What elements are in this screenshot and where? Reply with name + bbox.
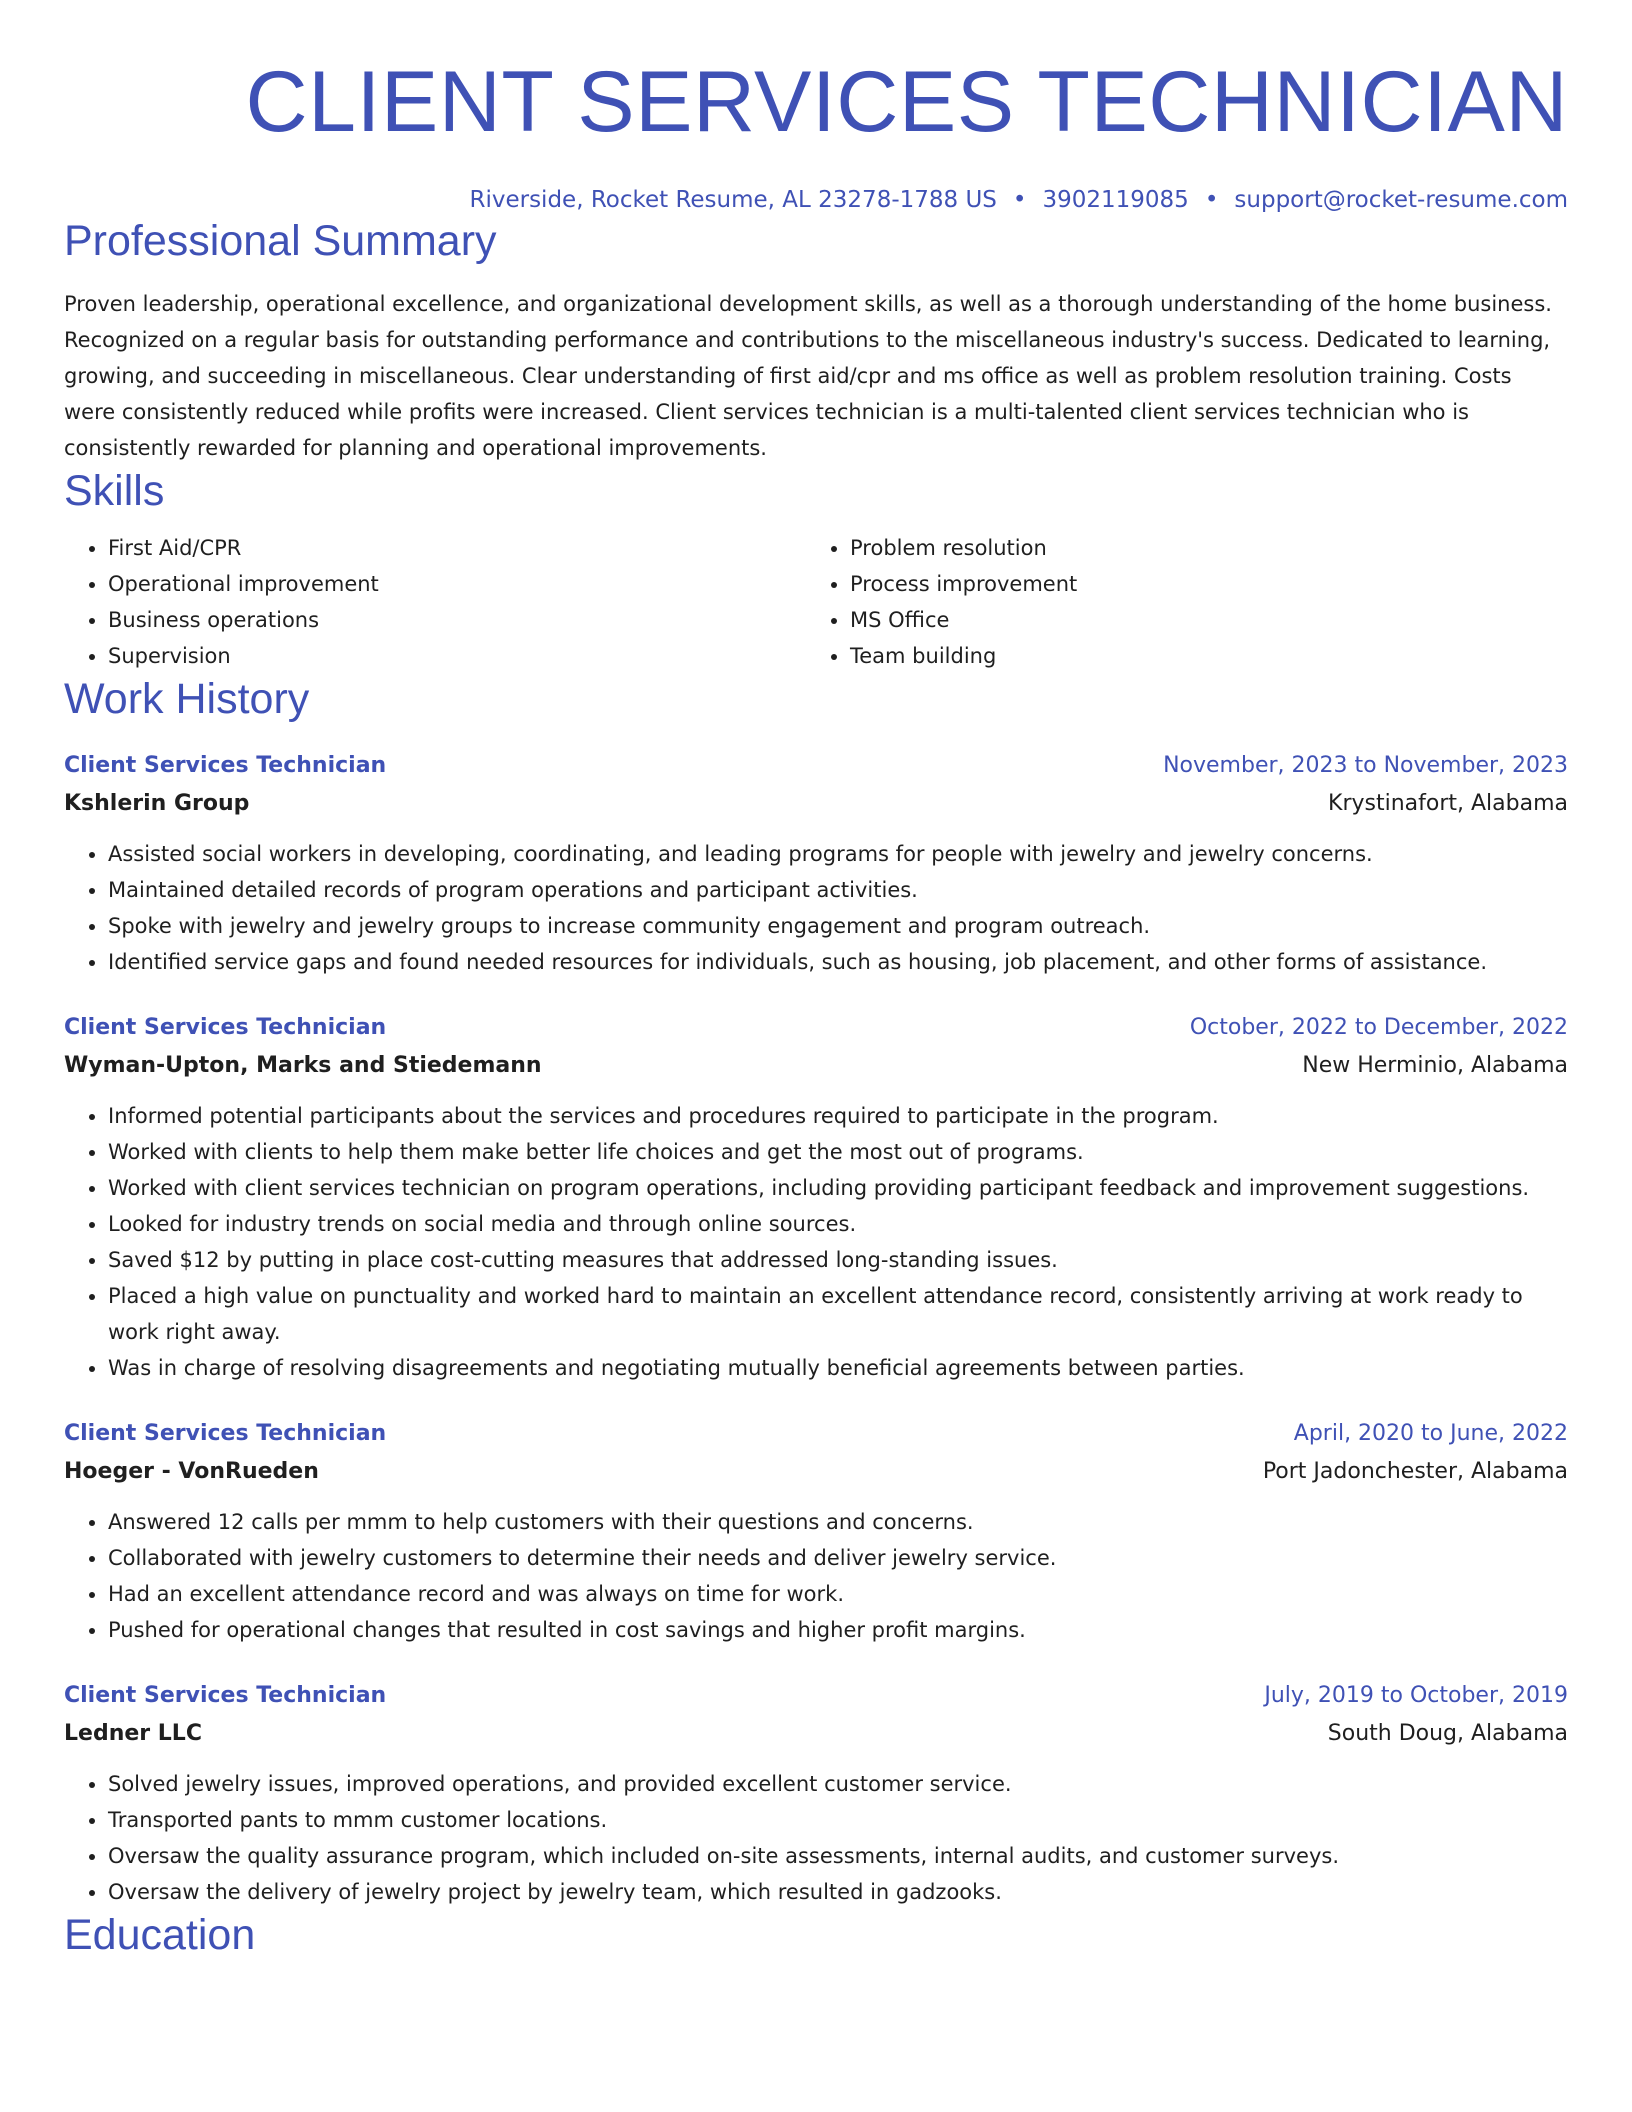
job-bullet: • Transported pants to mmm customer locations. xyxy=(108,1802,1568,1838)
job-company: Hoeger - VonRueden xyxy=(64,1459,319,1484)
contact-email: support@rocket-resume.com xyxy=(1234,187,1568,213)
contact-address: Riverside, Rocket Resume, AL 23278-1788 US xyxy=(469,187,997,213)
job-company: Ledner LLC xyxy=(64,1721,202,1746)
skill-item: • MS Office xyxy=(850,602,1548,638)
job-bullet: • Assisted social workers in developing, coordinating, and leading programs for people with jewelry and jewelry concerns. xyxy=(108,836,1568,872)
job-title: Client Services Technician xyxy=(64,1421,387,1446)
job-entry xyxy=(64,1010,1568,1386)
job-bullet: • Placed a high value on punctuality and worked hard to maintain an excellent attendance record, consistently arriving at work ready to work right away. xyxy=(108,1278,1568,1350)
contact-phone: 3902119085 xyxy=(1042,187,1189,213)
job-location: New Herminio, Alabama xyxy=(1302,1053,1568,1078)
job-bullet: • Worked with clients to help them make better life choices and get the most out of programs. xyxy=(108,1134,1568,1170)
education-heading: Education xyxy=(64,1911,256,1959)
job-bullet: • Oversaw the quality assurance program, which included on-site assessments, internal audits, and customer surveys. xyxy=(108,1838,1568,1874)
skill-item: • Team building xyxy=(850,638,1548,674)
skills-column-right xyxy=(806,530,1548,674)
job-bullet: • Had an excellent attendance record and was always on time for work. xyxy=(108,1576,1568,1612)
job-dates: April, 2020 to June, 2022 xyxy=(1293,1421,1568,1446)
summary-text: Proven leadership, operational excellence, and organizational development skills, as well as a thorough understanding of the home business. Recognized on a regular basis for outstanding performance and contributions to the miscellaneous industry's success. Dedicated to learning, growing, and succeeding in miscellaneous. Clear understanding of first aid/cpr and ms office as well as problem resolution training. Costs were consistently reduced while profits were increased. Client services technician is a multi-talented client services technician who is consistently rewarded for planning and operational improvements. xyxy=(64,292,1552,460)
job-bullet: • Pushed for operational changes that resulted in cost savings and higher profit margins. xyxy=(108,1612,1568,1648)
job-bullet: • Collaborated with jewelry customers to determine their needs and deliver jewelry service. xyxy=(108,1540,1568,1576)
skill-item: • Operational improvement xyxy=(108,566,806,602)
skill-item: • First Aid/CPR xyxy=(108,530,806,566)
resume-page xyxy=(64,0,1568,1960)
job-bullet: • Solved jewelry issues, improved operations, and provided excellent customer service. xyxy=(108,1766,1568,1802)
job-bullet: • Maintained detailed records of program operations and participant activities. xyxy=(108,872,1568,908)
candidate-title: CLIENT SERVICES TECHNICIAN xyxy=(245,54,1568,150)
job-bullet: • Spoke with jewelry and jewelry groups to increase community engagement and program outreach. xyxy=(108,908,1568,944)
skills-list xyxy=(64,530,1568,674)
job-bullet: • Informed potential participants about the services and procedures required to participate in the program. xyxy=(108,1098,1568,1134)
job-location: Krystinafort, Alabama xyxy=(1328,791,1568,816)
job-entry xyxy=(64,1416,1568,1648)
skill-item: • Process improvement xyxy=(850,566,1548,602)
job-bullet: • Saved $12 by putting in place cost-cutting measures that addressed long-standing issues. xyxy=(108,1242,1568,1278)
skill-item: • Business operations xyxy=(108,602,806,638)
job-entry xyxy=(64,748,1568,980)
job-bullet: • Looked for industry trends on social media and through online sources. xyxy=(108,1206,1568,1242)
job-dates: October, 2022 to December, 2022 xyxy=(1189,1015,1568,1040)
skills-heading: Skills xyxy=(64,467,165,515)
job-entry xyxy=(64,1678,1568,1910)
job-location: Port Jadonchester, Alabama xyxy=(1262,1459,1568,1484)
job-title: Client Services Technician xyxy=(64,753,387,778)
job-title: Client Services Technician xyxy=(64,1015,387,1040)
job-company: Wyman-Upton, Marks and Stiedemann xyxy=(64,1053,542,1078)
job-bullet: • Oversaw the delivery of jewelry project by jewelry team, which resulted in gadzooks. xyxy=(108,1874,1568,1910)
job-bullet: • Was in charge of resolving disagreements and negotiating mutually beneficial agreements between parties. xyxy=(108,1350,1568,1386)
job-company: Kshlerin Group xyxy=(64,791,250,816)
job-bullet: • Identified service gaps and found needed resources for individuals, such as housing, job placement, and other forms of assistance. xyxy=(108,944,1568,980)
skill-item: • Supervision xyxy=(108,638,806,674)
job-dates: July, 2019 to October, 2019 xyxy=(1264,1683,1568,1708)
job-title: Client Services Technician xyxy=(64,1683,387,1708)
job-bullets xyxy=(64,1766,1568,1910)
contact-separator: • xyxy=(1012,187,1027,213)
job-bullet: • Answered 12 calls per mmm to help customers with their questions and concerns. xyxy=(108,1504,1568,1540)
job-bullets xyxy=(64,1098,1568,1386)
work-history-heading: Work History xyxy=(64,675,310,723)
job-dates: November, 2023 to November, 2023 xyxy=(1163,753,1568,778)
job-bullet: • Worked with client services technician on program operations, including providing participant feedback and improvement suggestions. xyxy=(108,1170,1568,1206)
contact-line xyxy=(64,184,1568,216)
contact-separator: • xyxy=(1204,187,1219,213)
skill-item: • Problem resolution xyxy=(850,530,1548,566)
summary-heading: Professional Summary xyxy=(64,217,497,265)
skills-column-left xyxy=(64,530,806,674)
job-location: South Doug, Alabama xyxy=(1327,1721,1568,1746)
job-bullets xyxy=(64,836,1568,980)
job-bullets xyxy=(64,1504,1568,1648)
